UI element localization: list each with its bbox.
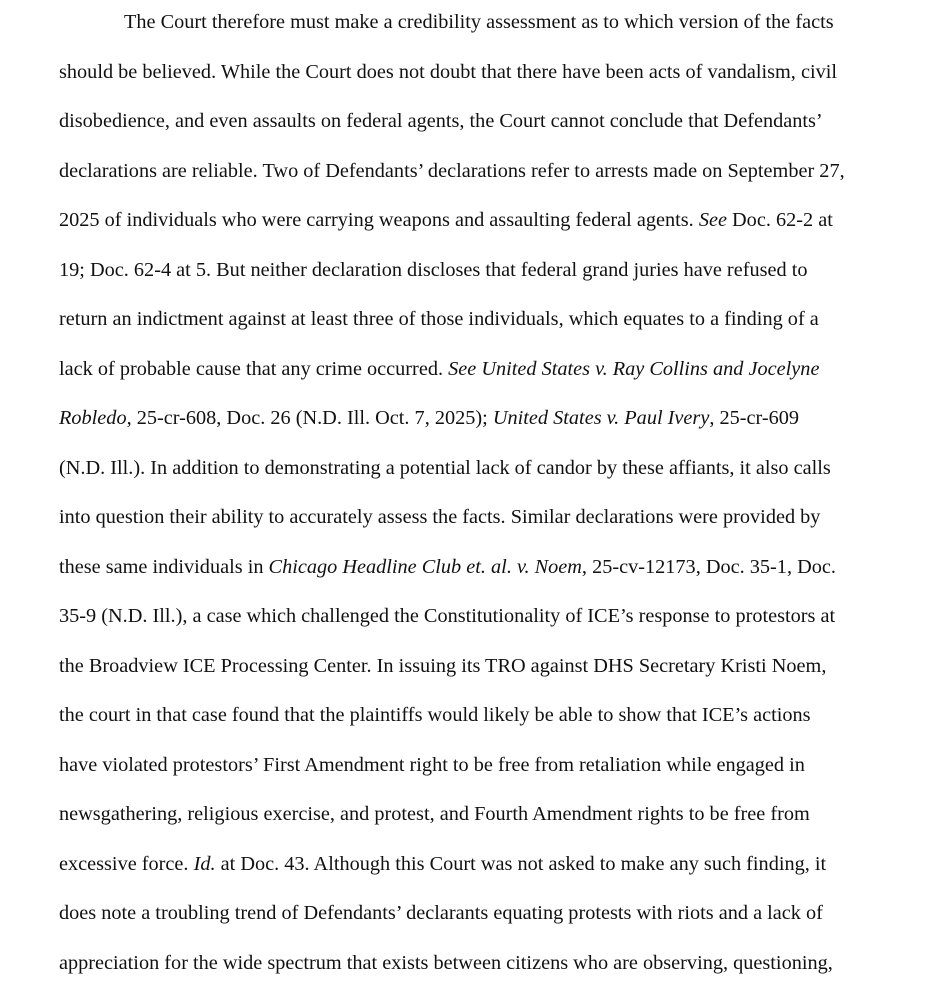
text-segment: have violated protestors’ First Amendment right to be free from retaliation while engaged in (59, 754, 805, 776)
text-line-18 (59, 852, 826, 876)
text-segment: into question their ability to accurately assess the facts. Similar declarations were provided by (59, 506, 821, 528)
text-line-16 (59, 753, 805, 777)
text-line-2 (59, 60, 837, 84)
text-segment: the court in that case found that the plaintiffs would likely be able to show that ICE’s actions (59, 704, 811, 726)
text-line-6 (59, 258, 807, 282)
text-line-19 (59, 901, 823, 925)
text-segment: excessive force. (59, 853, 194, 875)
text-line-4 (59, 159, 845, 183)
text-segment: does note a troubling trend of Defendants’ declarants equating protests with riots and a lack of (59, 902, 823, 924)
italic-citation: Chicago Headline Club et. al. v. Noem (268, 556, 582, 578)
text-line-8 (59, 357, 819, 381)
text-segment: at Doc. 43. Although this Court was not asked to make any such finding, it (215, 853, 827, 875)
text-line-17 (59, 802, 810, 826)
text-segment: 19; Doc. 62-4 at 5. But neither declaration discloses that federal grand juries have refused to (59, 259, 808, 281)
text-line-7 (59, 307, 819, 331)
text-line-20 (59, 951, 833, 975)
text-segment: , 25-cr-608, Doc. 26 (N.D. Ill. Oct. 7, 2025); (126, 407, 493, 429)
text-line-15 (59, 703, 811, 727)
text-segment: (N.D. Ill.). In addition to demonstrating a potential lack of candor by these affiants, it also calls (59, 457, 831, 479)
text-segment: The Court therefore must make a credibility assessment as to which version of the facts (124, 11, 834, 33)
text-line-5 (59, 208, 833, 232)
text-segment: 35-9 (N.D. Ill.), a case which challenged the Constitutionality of ICE’s response to protestors at (59, 605, 836, 627)
italic-citation: See (698, 209, 727, 231)
text-segment: return an indictment against at least three of those individuals, which equates to a finding of a (59, 308, 819, 330)
text-line-14 (59, 654, 826, 678)
text-segment: disobedience, and even assaults on federal agents, the Court cannot conclude that Defendants’ (59, 110, 823, 132)
text-segment: declarations are reliable. Two of Defendants’ declarations refer to arrests made on September 27, (59, 160, 845, 182)
text-segment: 2025 of individuals who were carrying weapons and assaulting federal agents. (59, 209, 699, 231)
italic-citation: See United States v. Ray Collins and Jocelyne (448, 358, 820, 380)
italic-citation: Robledo (59, 407, 127, 429)
text-segment: , 25-cv-12173, Doc. 35-1, Doc. (581, 556, 836, 578)
text-segment: lack of probable cause that any crime occurred. (59, 358, 449, 380)
text-segment: , 25-cr-609 (709, 407, 800, 429)
italic-citation: United States v. Paul Ivery (492, 407, 710, 429)
text-segment: Doc. 62-2 at (726, 209, 833, 231)
italic-citation: Id. (193, 853, 216, 875)
text-line-12 (59, 555, 836, 579)
text-line-11 (59, 505, 820, 529)
text-line-1 (124, 10, 834, 34)
text-segment: should be believed. While the Court does not doubt that there have been acts of vandalism, civil (59, 61, 837, 83)
text-line-3 (59, 109, 823, 133)
text-segment: appreciation for the wide spectrum that exists between citizens who are observing, questioning, (59, 952, 833, 974)
text-segment: the Broadview ICE Processing Center. In issuing its TRO against DHS Secretary Kristi Noem, (59, 655, 827, 677)
text-segment: these same individuals in (59, 556, 269, 578)
text-line-9 (59, 406, 799, 430)
text-line-13 (59, 604, 835, 628)
text-segment: newsgathering, religious exercise, and protest, and Fourth Amendment rights to be free from (59, 803, 810, 825)
text-line-10 (59, 456, 831, 480)
